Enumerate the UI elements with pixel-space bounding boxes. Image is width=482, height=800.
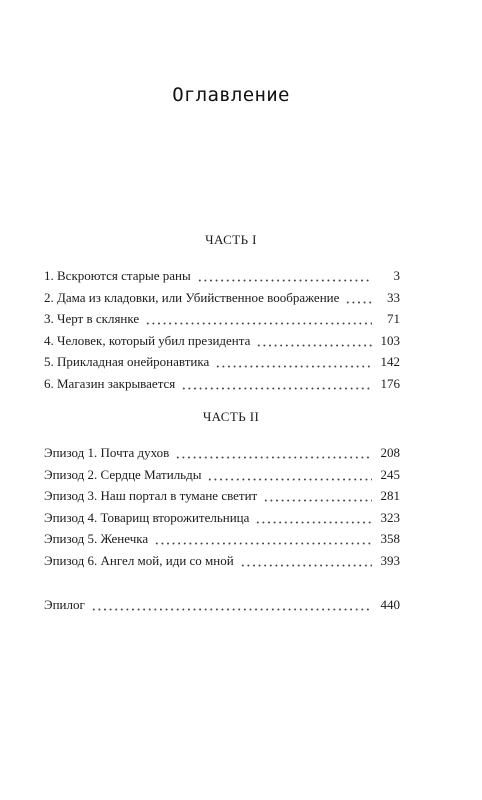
toc-entry-page: 176 <box>380 375 400 391</box>
toc-entry-epilogue <box>44 594 400 616</box>
toc-entry-title: 1. Вскроются старые раны <box>44 268 191 283</box>
dot-leader <box>206 464 372 486</box>
toc-entry-title: Эпизод 4. Товарищ второжительница <box>44 509 250 525</box>
toc-entry <box>44 265 400 287</box>
toc-entry-title: 3. Черт в склянке <box>44 311 140 327</box>
toc-entry <box>44 528 400 550</box>
toc-entry-page: 33 <box>387 289 400 305</box>
toc-entry <box>44 351 400 373</box>
dot-leader <box>153 528 372 550</box>
toc-entry-page: 358 <box>380 531 400 547</box>
toc-entry-page: 245 <box>380 466 400 482</box>
toc-entry-title: 5. Прикладная онейронавтика <box>44 354 210 370</box>
toc-entry-title: Эпизод 2. Сердце Матильды <box>44 466 202 482</box>
dot-leader <box>254 507 372 529</box>
dot-leader <box>262 485 372 507</box>
part-heading-1: ЧАСТЬ I <box>205 232 257 247</box>
dot-leader <box>196 265 372 287</box>
part-heading-2: ЧАСТЬ II <box>202 409 260 424</box>
toc-entry <box>44 550 400 572</box>
toc-entry-page: 208 <box>380 445 400 460</box>
toc-entry-title: 2. Дама из кладовки, или Убийственное воображение <box>44 289 340 305</box>
toc-entry-page: 3 <box>393 268 400 283</box>
toc-entry-page: 393 <box>380 552 400 568</box>
toc-entry-page: 281 <box>380 488 400 504</box>
toc-entry-title: Эпизод 1. Почта духов <box>44 445 170 460</box>
toc-entry-title: Эпизод 6. Ангел мой, иди со мной <box>44 552 234 568</box>
toc-entry-page: 71 <box>387 311 400 327</box>
toc-entry <box>44 308 400 330</box>
toc-entry-title: 6. Магазин закрывается <box>44 375 176 391</box>
toc-entry-page: 103 <box>380 332 400 348</box>
toc-entry <box>44 485 400 507</box>
toc-entry-title: 4. Человек, который убил президента <box>44 332 251 348</box>
toc-entry <box>44 287 400 309</box>
dot-leader <box>174 442 372 464</box>
toc-list-epilogue <box>44 594 400 616</box>
toc-entry <box>44 330 400 352</box>
toc-entry-page: 440 <box>380 597 400 612</box>
toc-entry <box>44 373 400 395</box>
toc-entry-title: Эпизод 3. Наш портал в тумане светит <box>44 488 258 504</box>
page-title: Оглавление <box>172 84 290 106</box>
toc-entry <box>44 442 400 464</box>
toc-list-part-2 <box>44 442 400 572</box>
toc-entry <box>44 507 400 529</box>
dot-leader <box>255 330 372 352</box>
dot-leader <box>90 594 372 616</box>
dot-leader <box>144 308 372 330</box>
dot-leader <box>214 351 372 373</box>
dot-leader <box>239 550 372 572</box>
toc-entry <box>44 464 400 486</box>
dot-leader <box>180 373 372 395</box>
toc-list-part-1 <box>44 265 400 395</box>
toc-entry-title: Эпилог <box>44 597 85 612</box>
toc-entry-page: 142 <box>380 354 400 370</box>
toc-entry-title: Эпизод 5. Женечка <box>44 531 149 547</box>
toc-entry-page: 323 <box>380 509 400 525</box>
dot-leader <box>344 287 372 309</box>
